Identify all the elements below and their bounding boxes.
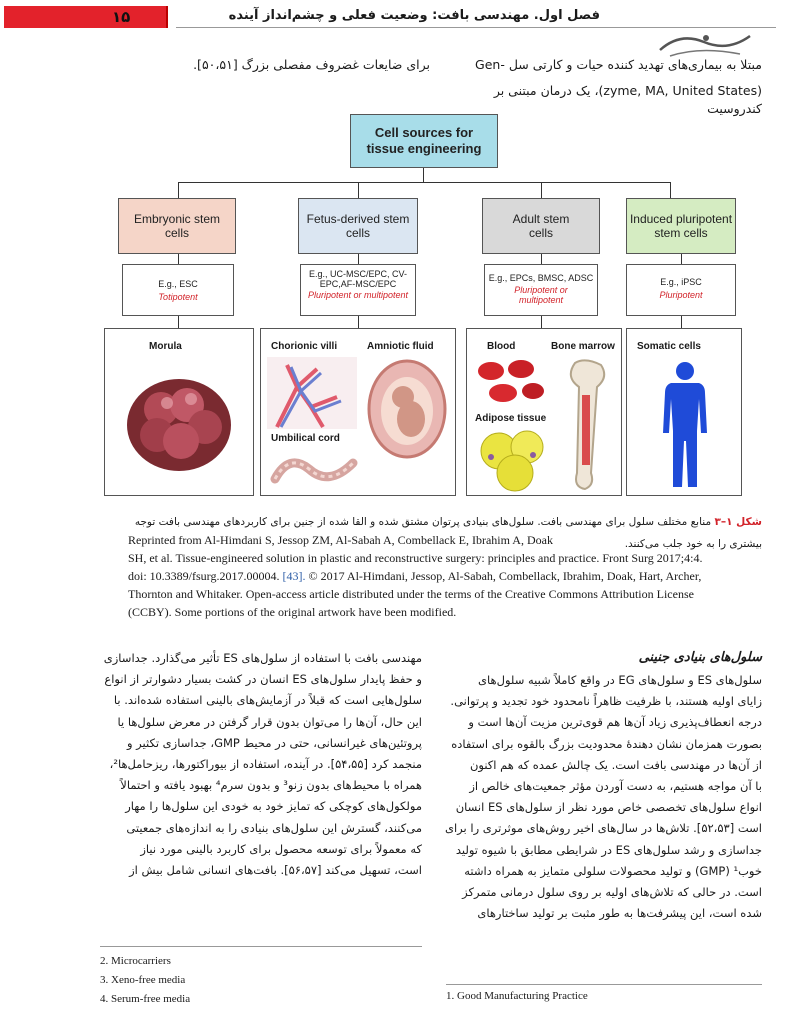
paragraph-line: که معمولاً برای توسعه محصول برای کاربرد بالینی مورد نیاز bbox=[140, 841, 422, 856]
footnote-item: 4. Serum-free media bbox=[100, 993, 191, 1005]
connector bbox=[670, 182, 671, 198]
connector bbox=[541, 254, 542, 264]
paragraph-line: شده است، این پیشرفت‌ها به طور مثبت بر تولید ساختارهای bbox=[477, 906, 762, 921]
caption-en-line-5: (CCBY). Some portions of the original artwork have been modified. bbox=[128, 605, 457, 619]
adipose-tissue-icon bbox=[477, 427, 551, 493]
footnote-gmp: 1. Good Manufacturing Practice bbox=[446, 990, 588, 1002]
caption-en-line-4: Thornton and Whitaker. Open-access article distributed under the terms of the Creative Commons Attribution License bbox=[128, 587, 694, 601]
paragraph-line: و حفظ پایدار سلول‌های ES انسان در کشت بسیار دشوارتر از انواع bbox=[104, 672, 422, 687]
bone-marrow-label: Bone marrow bbox=[551, 341, 615, 352]
caption-label: شکل ۱–۳ bbox=[714, 516, 762, 528]
chorionic-villi-icon bbox=[267, 357, 357, 429]
left-footnotes bbox=[100, 952, 190, 1009]
blood-label: Blood bbox=[487, 341, 516, 352]
potency-label: Totipotent bbox=[158, 292, 198, 302]
paragraph-line: سلول‌هایی است که قبلاً در آزمایش‌های بالینی استفاده شده‌اند. با bbox=[113, 693, 422, 708]
amniotic-fluid-icon bbox=[365, 357, 449, 461]
footnote-rule-right bbox=[446, 984, 762, 985]
footnote-item: 2. Microcarriers bbox=[100, 955, 171, 967]
connector bbox=[541, 316, 542, 328]
image-fetal-sources bbox=[260, 328, 456, 496]
paragraph-line: مولکول‌های کوچکی که تمایز خود به خودی این سلول‌ها را مهار bbox=[125, 799, 422, 814]
left-column-body bbox=[100, 648, 422, 881]
footnote-item: 3. Xeno-free media bbox=[100, 974, 186, 986]
caption-fa-line-1 bbox=[120, 514, 762, 531]
blood-cells-icon bbox=[475, 357, 547, 407]
page-number: ۱۵ bbox=[112, 8, 131, 26]
paragraph-line: با آن مواجه هستیم، به دست آوردن مؤثر جمعیت‌های خالص از bbox=[469, 779, 762, 794]
category-ipsc bbox=[626, 198, 736, 254]
category-fetus bbox=[298, 198, 418, 254]
category-embryonic bbox=[118, 198, 236, 254]
eg-adult bbox=[484, 264, 598, 316]
caption-fa-line-2: بیشتری را به خود جلب می‌کنند. bbox=[624, 538, 762, 550]
paragraph-line: زایای اولیه هستند، با ظرفیت ظاهراً نامحدود خود تجدید و پرتوانی. bbox=[450, 694, 762, 709]
connector bbox=[358, 182, 359, 198]
paragraph-line: است، تسهیل می‌کند [۵۶،۵۷]. بافت‌های انسانی شامل بیش از bbox=[129, 863, 422, 878]
caption-ref-link[interactable]: [43]. bbox=[282, 569, 306, 583]
adipose-label: Adipose tissue bbox=[475, 413, 547, 424]
potency-label: Pluripotent or multipotent bbox=[307, 290, 409, 300]
chapter-title: فصل اول. مهندسی بافت: وضعیت فعلی و چشم‌انداز آینده bbox=[228, 8, 600, 23]
caption-en-line-1: Reprinted from Al-Himdani S, Jessop ZM, Al-Sabah A, Combellack E, Ibrahim A, Doak bbox=[128, 533, 553, 547]
potency-label: Pluripotent bbox=[659, 290, 703, 300]
connector bbox=[423, 168, 424, 182]
image-adult-sources bbox=[466, 328, 622, 496]
connector bbox=[178, 316, 179, 328]
umbilical-label: Umbilical cord bbox=[271, 433, 340, 444]
paragraph-line: می‌کنند، گسترش این سلول‌های بنیادی را به اندازه‌های جمعیتی bbox=[126, 820, 422, 835]
category-label: Embryonic stem cells bbox=[133, 212, 221, 240]
eg-label: E.g., UC-MSC/EPC, CV-EPC,AF-MSC/EPC bbox=[308, 269, 407, 289]
image-morula bbox=[104, 328, 254, 496]
caption-copyright: © 2017 Al-Himdani, Jessop, Al-Sabah, Combellack, Ibrahim, Doak, Hart, Archer, bbox=[308, 569, 702, 583]
human-body-icon bbox=[655, 361, 715, 491]
paragraph-line: است [۵۲،۵۳]. تلاش‌ها در سال‌های اخیر روش‌های موثرتری را برای bbox=[444, 821, 762, 836]
paragraph-line: خوب¹ (GMP) و تولید محصولات سلولی متمایز به همراه داشته bbox=[464, 863, 762, 878]
paragraph-line: منجمد کرد [۵۴،۵۵]. در آینده، استفاده از بیوراکتورها، ریزحامل‌ها²، bbox=[109, 757, 422, 772]
paragraph-line: انواع سلول‌های تخصصی خاص مورد نظر از سلول‌های ES انسان bbox=[455, 800, 762, 815]
eg-label: E.g., iPSC bbox=[660, 277, 702, 287]
morula-icon bbox=[121, 371, 237, 475]
paragraph-line: از آن‌ها در مهندسی بافت است. یک چالش عمده که هم اکنون bbox=[469, 757, 762, 772]
image-somatic bbox=[626, 328, 742, 496]
umbilical-cord-icon bbox=[269, 449, 361, 493]
figure-root-label: Cell sources for tissue engineering bbox=[366, 125, 482, 156]
category-adult bbox=[482, 198, 600, 254]
connector bbox=[358, 254, 359, 264]
category-label: Induced pluripotent stem cells bbox=[629, 212, 733, 240]
caption-doi: doi: 10.3389/fsurg.2017.00004. bbox=[128, 569, 280, 583]
eg-ipsc bbox=[626, 264, 736, 316]
connector bbox=[178, 182, 670, 183]
connector bbox=[681, 316, 682, 328]
caption-en-line-3 bbox=[128, 568, 768, 585]
paragraph-line: همراه با محیط‌های بدون زنو³ و بدون سرم⁴ بهبود یافته و احتمالاً bbox=[120, 778, 422, 793]
top-paragraph-left: برای ضایعات غضروف مفصلی بزرگ [۵۰،۵۱]. bbox=[193, 57, 430, 72]
paragraph-line: سلول‌های ES و سلول‌های EG در واقع کاملاً شبیه سلول‌های bbox=[478, 673, 762, 687]
category-label: Adult stem cells bbox=[512, 212, 570, 240]
eg-fetus bbox=[300, 264, 416, 316]
caption-en-line-2: SH, et al. Tissue-engineered solution in plastic and reconstructive surgery: principles and practice. Front Surg 2017;4:4. bbox=[128, 551, 703, 565]
connector bbox=[178, 182, 179, 198]
top-paragraph-line-1: مبتلا به بیماری‌های تهدید کننده حیات و کارتی سل -Gen bbox=[475, 57, 762, 72]
paragraph-line: پروتئین‌های غیرانسانی، حتی در محیط GMP، جداسازی تکثیر و bbox=[126, 735, 422, 750]
caption-fa-text: منابع مختلف سلول برای مهندسی بافت. سلول‌های بنیادی پرتوان مشتق شده و القا شده از جنین برای کاربردهای مهندسی بافت توجه bbox=[134, 516, 712, 528]
eg-label: E.g., ESC bbox=[158, 279, 198, 289]
paragraph-line: مهندسی بافت با استفاده از سلول‌های ES تأثیر می‌گذارد. جداسازی bbox=[103, 651, 422, 665]
potency-label: Pluripotent or multipotent bbox=[514, 285, 568, 305]
footnote-rule-left bbox=[100, 946, 422, 947]
section-heading: سلول‌های بنیادی جنینی bbox=[638, 650, 762, 665]
connector bbox=[358, 316, 359, 328]
paragraph-line: درجه انعطاف‌پذیری زیاد آن‌ها هم قوی‌ترین مزیت آن‌ها است و bbox=[468, 715, 762, 730]
connector bbox=[541, 182, 542, 198]
morula-label: Morula bbox=[149, 341, 182, 352]
amniotic-label: Amniotic fluid bbox=[367, 341, 434, 352]
somatic-label: Somatic cells bbox=[637, 341, 701, 352]
figure-root-box bbox=[350, 114, 498, 168]
eg-embryonic bbox=[122, 264, 234, 316]
header-accent-bar bbox=[4, 6, 166, 28]
connector bbox=[681, 254, 682, 264]
paragraph-line: بصورت همزمان نشان دهندهٔ محدودیت بزرگ بالقوه برای استفاده bbox=[451, 736, 762, 751]
bone-marrow-icon bbox=[557, 357, 613, 493]
paragraph-line: است. در حالی که تلاش‌های اولیه بر روی سلول درمانی متمرکز bbox=[462, 885, 762, 900]
right-column-body bbox=[446, 670, 762, 924]
top-paragraph-line-2: (zyme, MA, United States)، یک درمان مبتنی بر کندروسیت bbox=[493, 83, 762, 116]
connector bbox=[178, 254, 179, 264]
chorionic-label: Chorionic villi bbox=[271, 341, 338, 352]
eg-label: E.g., EPCs, BMSC, ADSC bbox=[488, 273, 594, 283]
category-label: Fetus-derived stem cells bbox=[306, 212, 410, 240]
paragraph-line: جداسازی و رشد سلول‌های ES در شرایطی مطابق با شیوه تولید bbox=[455, 842, 762, 857]
paragraph-line: این حال، آن‌ها را می‌توان بدون قرار گرفتن در معرض سلول‌ها یا bbox=[117, 714, 422, 729]
